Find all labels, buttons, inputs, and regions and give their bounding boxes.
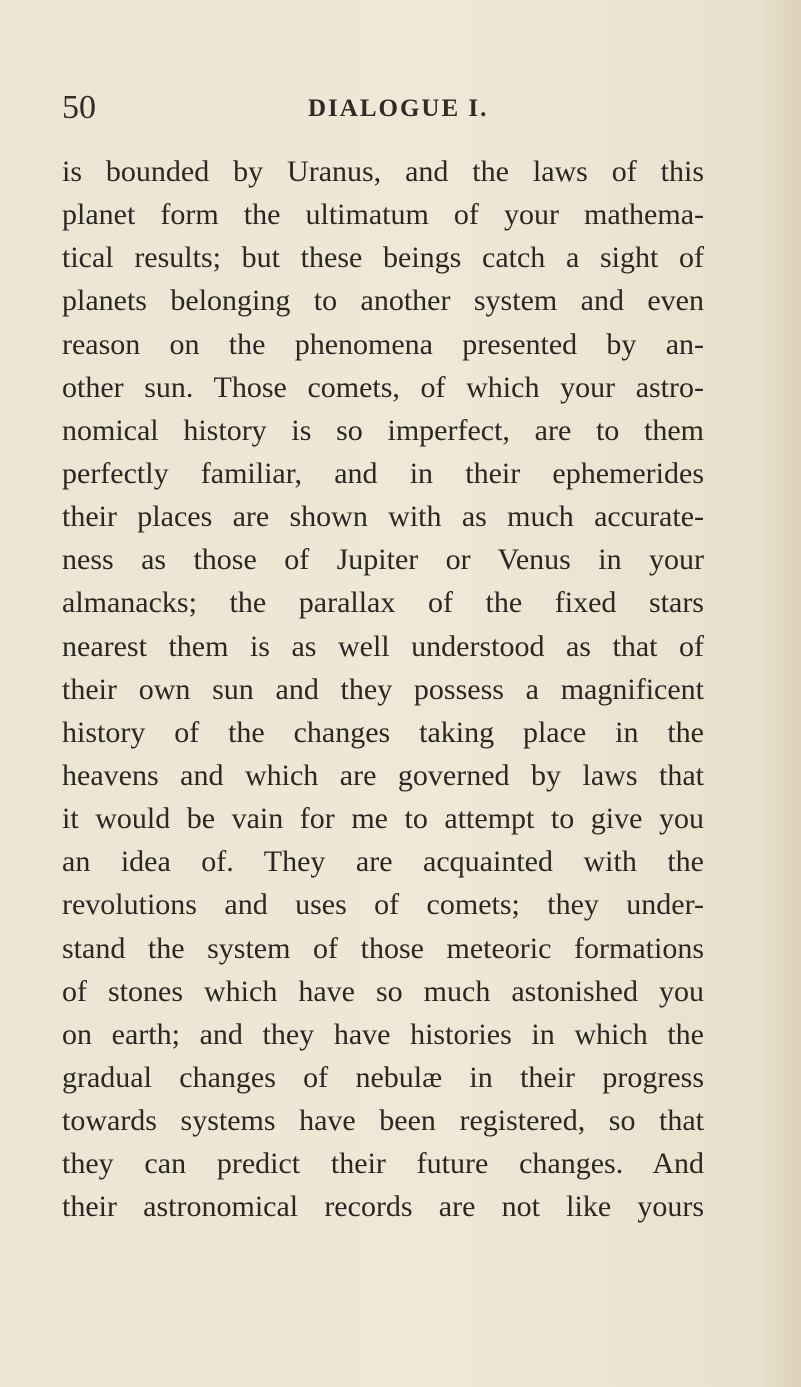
running-head: DIALOGUE I. bbox=[308, 95, 489, 122]
text-line: other sun. Those comets, of which your astro- bbox=[62, 370, 704, 404]
body-text bbox=[62, 150, 704, 1229]
text-line: of stones which have so much astonished you bbox=[62, 974, 704, 1008]
text-line: towards systems have been registered, so that bbox=[62, 1104, 704, 1138]
text-line: it would be vain for me to attempt to give you bbox=[62, 802, 704, 836]
page-edge-shading bbox=[761, 0, 801, 1387]
page-header bbox=[62, 88, 702, 128]
text-line: their places are shown with as much accurate- bbox=[62, 500, 704, 534]
text-line: tical results; but these beings catch a sight of bbox=[62, 241, 704, 275]
text-line: gradual changes of nebulæ in their progress bbox=[62, 1060, 704, 1094]
text-line: perfectly familiar, and in their ephemerides bbox=[62, 456, 704, 490]
text-line: almanacks; the parallax of the fixed stars bbox=[62, 586, 704, 620]
text-line: they can predict their future changes. And bbox=[62, 1147, 704, 1181]
text-line: is bounded by Uranus, and the laws of this bbox=[62, 155, 704, 188]
text-line: their astronomical records are not like yours bbox=[62, 1190, 704, 1224]
text-line: revolutions and uses of comets; they under- bbox=[62, 888, 704, 922]
text-line: history of the changes taking place in the bbox=[62, 715, 704, 749]
text-line: nearest them is as well understood as that of bbox=[62, 629, 704, 663]
text-line: an idea of. They are acquainted with the bbox=[62, 845, 704, 879]
text-line: stand the system of those meteoric formations bbox=[62, 931, 704, 965]
text-line: reason on the phenomena presented by an- bbox=[62, 327, 704, 361]
text-line: heavens and which are governed by laws that bbox=[62, 758, 704, 792]
text-line: planet form the ultimatum of your mathema- bbox=[62, 198, 704, 232]
text-line: nomical history is so imperfect, are to them bbox=[62, 413, 704, 447]
text-line: ness as those of Jupiter or Venus in your bbox=[62, 543, 704, 577]
text-line: planets belonging to another system and even bbox=[62, 284, 704, 318]
text-line: their own sun and they possess a magnificent bbox=[62, 672, 704, 706]
page-number: 50 bbox=[62, 89, 96, 126]
text-line: on earth; and they have histories in which the bbox=[62, 1017, 704, 1051]
